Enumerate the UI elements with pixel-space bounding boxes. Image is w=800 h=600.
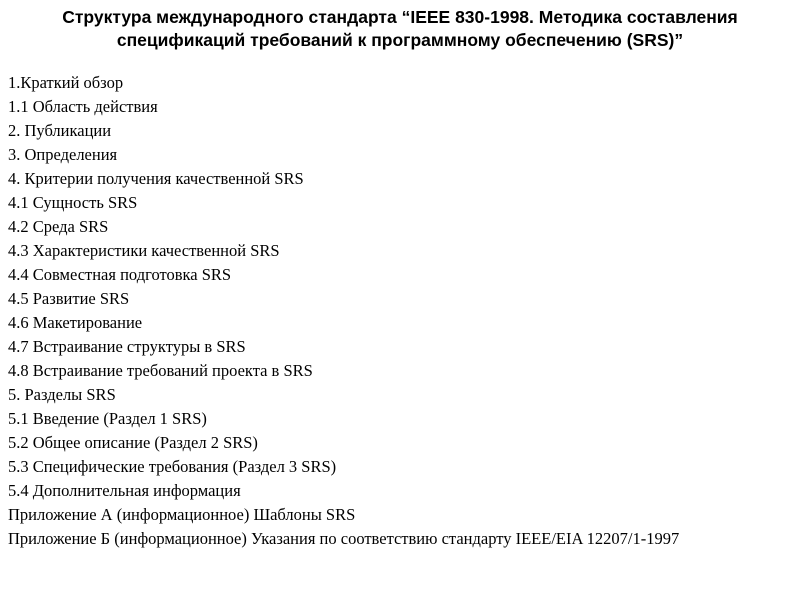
toc-item: 4.2 Среда SRS bbox=[8, 217, 109, 236]
toc-item: 4.7 Встраивание структуры в SRS bbox=[8, 337, 246, 356]
slide-title-line-1: Структура международного стандарта “IEEE 830-1998. Методика составления bbox=[62, 7, 738, 27]
toc-item: 5.4 Дополнительная информация bbox=[8, 481, 241, 500]
toc-item: 1.Краткий обзор bbox=[8, 73, 124, 92]
toc-item: 2. Публикации bbox=[8, 121, 112, 140]
toc-item: 4.3 Характеристики качественной SRS bbox=[8, 241, 280, 260]
slide-title-line-2: спецификаций требований к программному обеспечению (SRS)” bbox=[116, 30, 684, 50]
toc-item: 5.1 Введение (Раздел 1 SRS) bbox=[8, 409, 207, 428]
table-of-contents bbox=[8, 71, 768, 551]
toc-item: 5.2 Общее описание (Раздел 2 SRS) bbox=[8, 433, 258, 452]
toc-item: 4. Критерии получения качественной SRS bbox=[8, 169, 304, 188]
toc-item: 4.5 Развитие SRS bbox=[8, 289, 130, 308]
toc-item: 5.3 Специфические требования (Раздел 3 SRS) bbox=[8, 457, 337, 476]
toc-item: Приложение А (информационное) Шаблоны SRS bbox=[8, 505, 356, 524]
toc-item: 5. Разделы SRS bbox=[8, 385, 116, 404]
toc-item: Приложение Б (информационное) Указания по соответствию стандарту IEEE/EIA 12207/1-1997 bbox=[8, 529, 680, 548]
toc-item: 4.1 Сущность SRS bbox=[8, 193, 138, 212]
toc-item: 4.6 Макетирование bbox=[8, 313, 143, 332]
toc-item: 4.4 Совместная подготовка SRS bbox=[8, 265, 232, 284]
toc-item: 1.1 Область действия bbox=[8, 97, 158, 116]
slide-title bbox=[0, 6, 800, 52]
toc-item: 3. Определения bbox=[8, 145, 118, 164]
toc-item: 4.8 Встраивание требований проекта в SRS bbox=[8, 361, 313, 380]
